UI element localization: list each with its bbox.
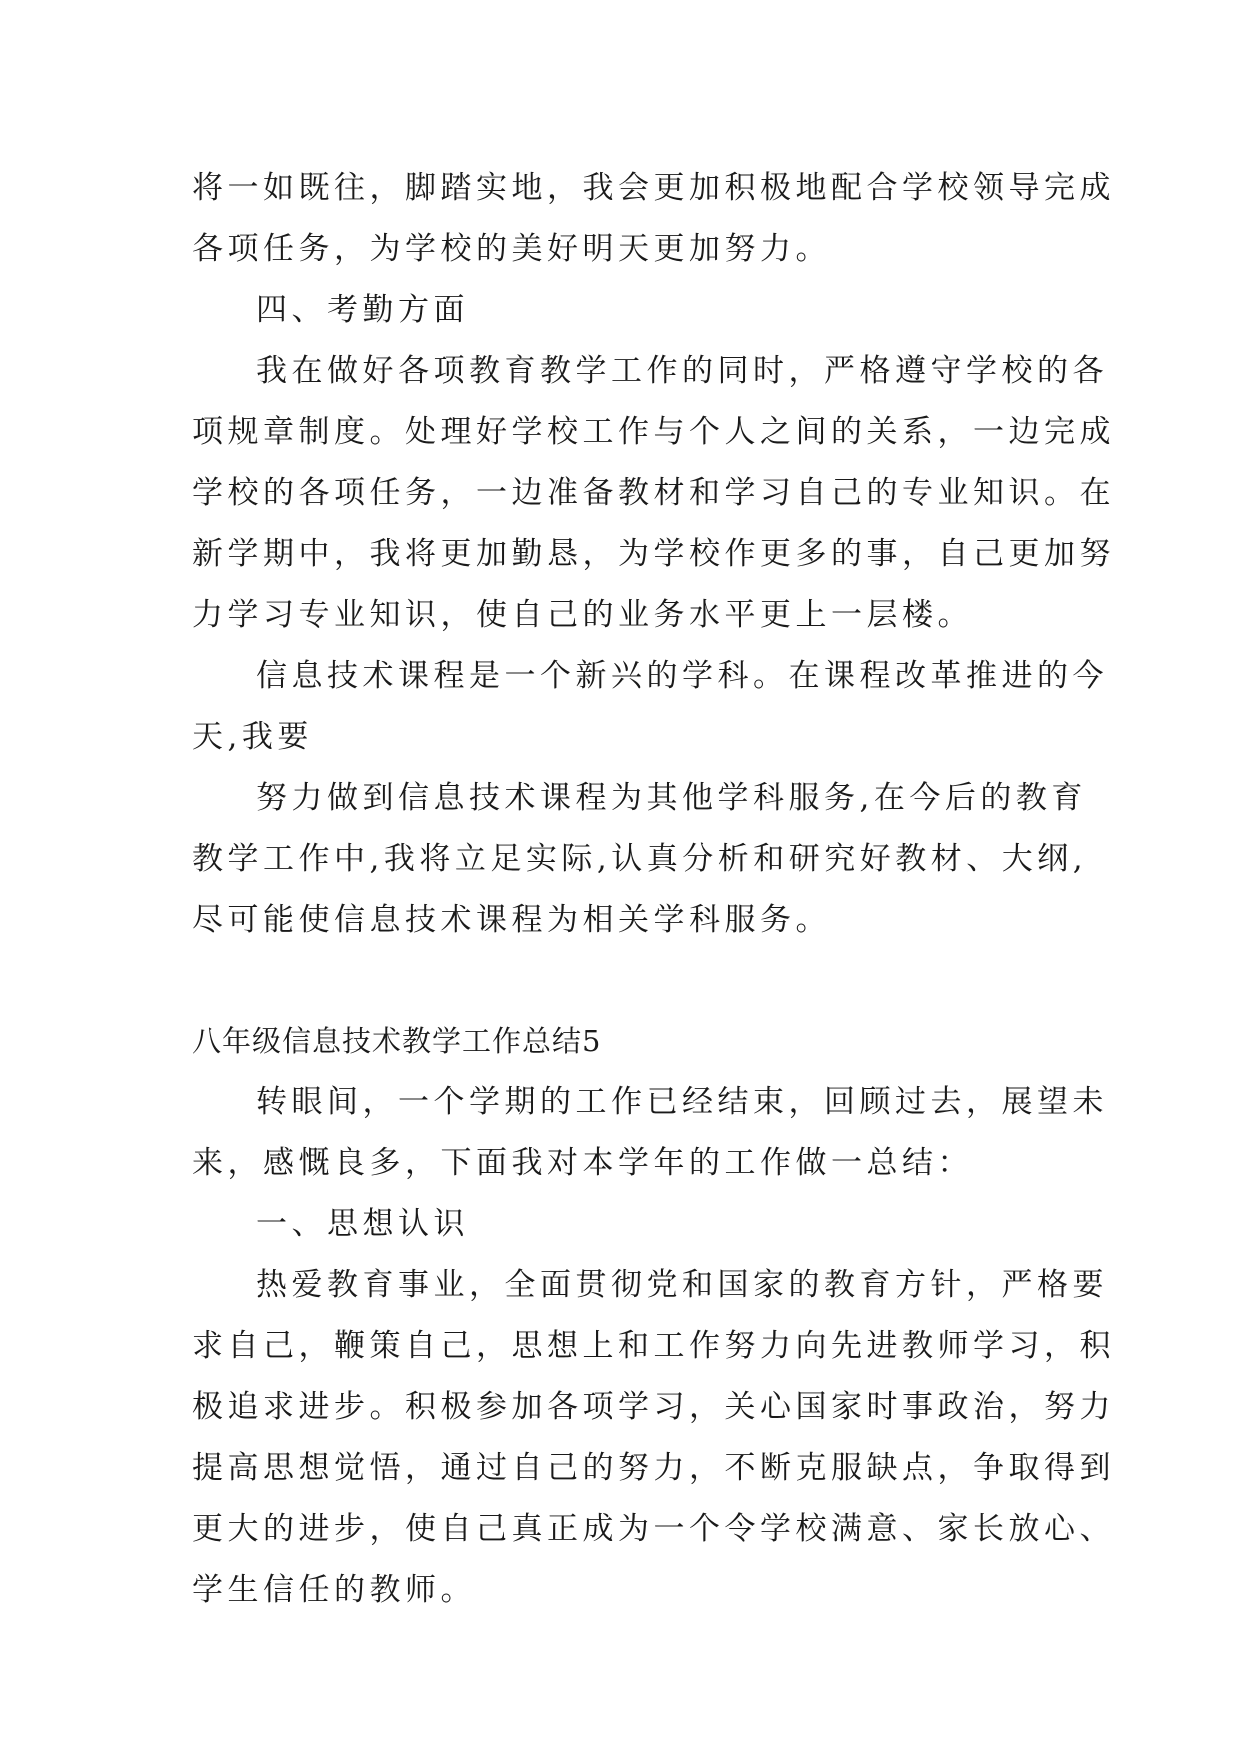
text-line: 学校的各项任务，一边准备教材和学习自己的专业知识。在 [192,475,1115,511]
subheading-attendance: 四、考勤方面 [256,292,469,328]
text-line: 天,我要 [192,719,313,755]
text-line: 项规章制度。处理好学校工作与个人之间的关系，一边完成 [192,414,1115,450]
section-2-body [192,1011,1115,1621]
text-line: 教学工作中,我将立足实际,认真分析和研究好教材、大纲, [192,841,1088,877]
text-line: 信息技术课程是一个新兴的学科。在课程改革推进的今 [256,658,1108,694]
text-line: 我在做好各项教育教学工作的同时，严格遵守学校的各 [256,353,1108,389]
text-line: 学生信任的教师。 [192,1572,476,1608]
document-page [192,158,1115,1621]
text-line: 各项任务，为学校的美好明天更加努力。 [192,231,831,267]
section-title: 八年级信息技术教学工作总结5 [192,1024,602,1058]
text-line: 极追求进步。积极参加各项学习，关心国家时事政治，努力 [192,1389,1115,1425]
text-line: 来，感慨良多，下面我对本学年的工作做一总结： [192,1145,973,1181]
text-line: 将一如既往，脚踏实地，我会更加积极地配合学校领导完成 [192,170,1115,206]
text-line: 尽可能使信息技术课程为相关学科服务。 [192,902,831,938]
text-line: 努力做到信息技术课程为其他学科服务,在今后的教育 [256,780,1087,816]
section-gap [192,951,1072,1011]
subheading-thought: 一、思想认识 [256,1206,469,1242]
text-line: 求自己，鞭策自己，思想上和工作努力向先进教师学习，积 [192,1328,1115,1364]
text-line: 提高思想觉悟，通过自己的努力，不断克服缺点，争取得到 [192,1450,1115,1486]
text-line: 力学习专业知识，使自己的业务水平更上一层楼。 [192,597,973,633]
section-1-body [192,158,1115,951]
text-line: 热爱教育事业，全面贯彻党和国家的教育方针，严格要 [256,1267,1108,1303]
text-line: 转眼间，一个学期的工作已经结束，回顾过去，展望未 [256,1084,1108,1120]
text-line: 新学期中，我将更加勤恳，为学校作更多的事，自己更加努 [192,536,1115,572]
text-line: 更大的进步，使自己真正成为一个令学校满意、家长放心、 [192,1511,1115,1547]
